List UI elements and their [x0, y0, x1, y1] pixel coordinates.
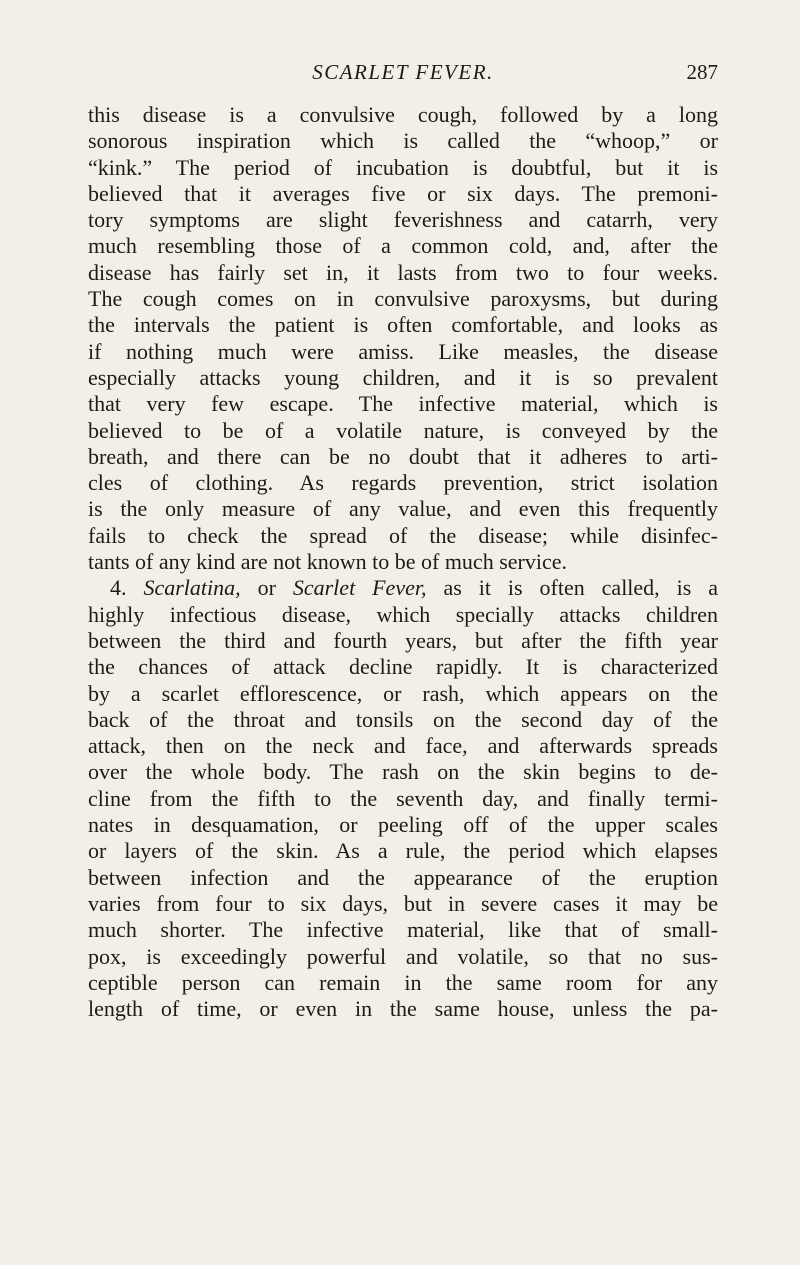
text-line: ceptible person can remain in the same room for any — [88, 969, 718, 995]
text-line: tants of any kind are not known to be of much service. — [88, 549, 567, 575]
body-text — [88, 102, 718, 1022]
text-line: between the third and fourth years, but after the fifth year — [88, 627, 718, 653]
running-title: SCARLET FEVER. — [312, 60, 494, 84]
text-line: much shorter. The infective material, like that of small- — [88, 917, 718, 943]
text-line: disease has fairly set in, it lasts from two to four weeks. — [88, 259, 718, 285]
text-line: cline from the fifth to the seventh day, and finally termi- — [88, 785, 718, 811]
text-line: breath, and there can be no doubt that it adheres to arti- — [88, 443, 718, 469]
text-line: that very few escape. The infective material, which is — [88, 391, 718, 417]
text-line: length of time, or even in the same house, unless the pa- — [88, 996, 718, 1022]
text-line: is the only measure of any value, and even this frequently — [88, 496, 718, 522]
conjunction: or — [257, 575, 276, 601]
text-line: “kink.” The period of incubation is doubtful, but it is — [88, 154, 718, 180]
text-line: between infection and the appearance of the eruption — [88, 864, 718, 890]
text-line: varies from four to six days, but in severe cases it may be — [88, 890, 718, 916]
text-line: pox, is exceedingly powerful and volatile, so that no sus- — [88, 943, 718, 969]
text-line: by a scarlet efflorescence, or rash, which appears on the — [88, 680, 718, 706]
text-line: cles of clothing. As regards prevention, strict isolation — [88, 470, 718, 496]
text-line: the intervals the patient is often comfortable, and looks as — [88, 312, 718, 338]
text-line: nates in desquamation, or peeling off of the upper scales — [88, 812, 718, 838]
page-number: 287 — [686, 60, 718, 84]
text-line: if nothing much were amiss. Like measles, the disease — [88, 338, 718, 364]
term-scarlet-fever: Scarlet Fever, — [292, 575, 427, 601]
paragraph-start-line — [88, 575, 718, 601]
text-line: over the whole body. The rash on the skin begins to de- — [88, 759, 718, 785]
line-remainder: as it is often called, is a — [443, 575, 719, 601]
running-head — [88, 60, 718, 90]
text-line: sonorous inspiration which is called the “whoop,” or — [88, 128, 718, 154]
term-scarlatina: Scarlatina, — [143, 575, 241, 601]
text-line: highly infectious disease, which specially attacks children — [88, 601, 718, 627]
text-line: back of the throat and tonsils on the second day of the — [88, 706, 718, 732]
text-line: or layers of the skin. As a rule, the period which elapses — [88, 838, 718, 864]
text-line: The cough comes on in convulsive paroxysms, but during — [88, 286, 718, 312]
text-line: fails to check the spread of the disease; while disinfec- — [88, 522, 718, 548]
text-line: especially attacks young children, and it is so prevalent — [88, 364, 718, 390]
text-line: the chances of attack decline rapidly. It is characterized — [88, 654, 718, 680]
paragraph-number: 4. — [110, 575, 127, 601]
text-line: tory symptoms are slight feverishness and catarrh, very — [88, 207, 718, 233]
text-line: this disease is a convulsive cough, followed by a long — [88, 102, 718, 127]
text-line: attack, then on the neck and face, and afterwards spreads — [88, 733, 718, 759]
text-line: much resembling those of a common cold, and, after the — [88, 233, 718, 259]
text-line: believed that it averages five or six days. The premoni- — [88, 180, 718, 206]
text-line: believed to be of a volatile nature, is conveyed by the — [88, 417, 718, 443]
